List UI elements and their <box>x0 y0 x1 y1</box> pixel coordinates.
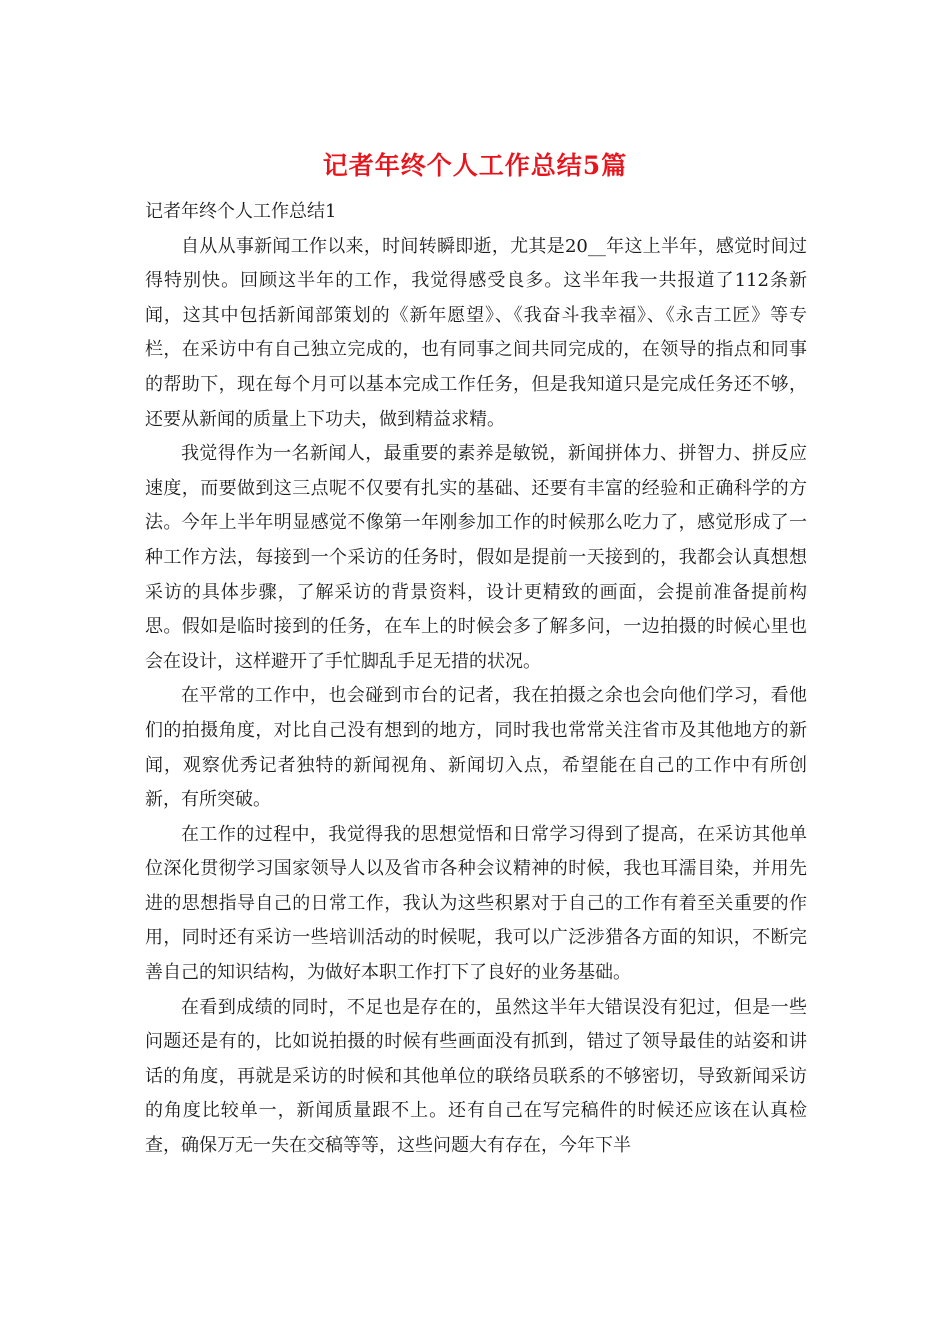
document-title: 记者年终个人工作总结5篇 <box>322 151 628 180</box>
document-body <box>145 195 807 1164</box>
paragraph-1: 自从从事新闻工作以来，时间转瞬即逝，尤其是20__年这上半年，感觉时间过得特别快。回顾这半年的工作，我觉得感受良多。这半年我一共报道了112条新闻，这其中包括新闻部策划的《新年愿望》、《我奋斗我幸福》、《永吉工匠》等专栏，在采访中有自己独立完成的，也有同事之间共同完成的，在领导的指点和同事的帮助下，现在每个月可以基本完成工作任务，但是我知道只是完成任务还不够，还要从新闻的质量上下功夫，做到精益求精。 <box>145 235 807 430</box>
paragraph-5: 在看到成绩的同时，不足也是存在的，虽然这半年大错误没有犯过，但是一些问题还是有的，比如说拍摄的时候有些画面没有抓到，错过了领导最佳的站姿和讲话的角度，再就是采访的时候和其他单位的联络员联系的不够密切，导致新闻采访的角度比较单一，新闻质量跟不上。还有自己在写完稿件的时候还应该在认真检查，确保万无一失在交稿等等，这些问题大有存在，今年下半 <box>145 996 807 1157</box>
section-title: 记者年终个人工作总结1 <box>145 201 337 222</box>
paragraph-3: 在平常的工作中，也会碰到市台的记者，我在拍摄之余也会向他们学习，看他们的拍摄角度，对比自己没有想到的地方，同时我也常常关注省市及其他地方的新闻，观察优秀记者独特的新闻视角、新闻切入点，希望能在自己的工作中有所创新，有所突破。 <box>145 685 807 811</box>
paragraph-4: 在工作的过程中，我觉得我的思想觉悟和日常学习得到了提高，在采访其他单位深化贯彻学习国家领导人以及省市各种会议精神的时候，我也耳濡目染，并用先进的思想指导自己的日常工作，我认为这些积累对于自己的工作有着至关重要的作用，同时还有采访一些培训活动的时候呢，我可以广泛涉猎各方面的知识，不断完善自己的知识结构，为做好本职工作打下了良好的业务基础。 <box>145 823 807 984</box>
paragraph-2: 我觉得作为一名新闻人，最重要的素养是敏锐，新闻拼体力、拼智力、拼反应速度，而要做到这三点呢不仅要有扎实的基础、还要有丰富的经验和正确科学的方法。今年上半年明显感觉不像第一年刚参加工作的时候那么吃力了，感觉形成了一种工作方法，每接到一个采访的任务时，假如是提前一天接到的，我都会认真想想采访的具体步骤，了解采访的背景资料，设计更精致的画面，会提前准备提前构思。假如是临时接到的任务，在车上的时候会多了解多问，一边拍摄的时候心里也会在设计，这样避开了手忙脚乱手足无措的状况。 <box>145 443 807 672</box>
